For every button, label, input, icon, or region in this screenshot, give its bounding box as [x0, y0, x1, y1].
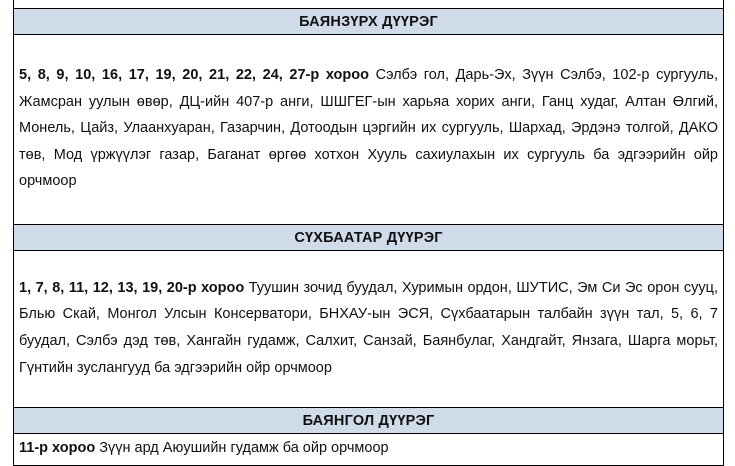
district-header-row: [14, 225, 724, 251]
district-body: [14, 35, 724, 225]
place-list: Зүүн ард Аюушийн гудамж ба ойр орчмоор: [95, 440, 389, 456]
district-body-row: [14, 35, 724, 225]
district-header-row: [14, 9, 724, 35]
table-top-row: [14, 0, 724, 9]
district-body: [14, 251, 724, 408]
table-top-cell: [14, 0, 724, 9]
place-list: Туушин зочид буудал, Хуримын ордон, ШУТИС, Эм Си Эс орон сууц, Блью Скай, Монгол Улсын Консерватори, БНХАУ-ын ЭСЯ, Сүхбаатарын талбайн зүүн тал, 5, 6, 7 буудал, Сэлбэ дэд төв, Хангайн гудамж, Салхит, Санзай, Баянбулаг, Хандгайт, Янзага, Шарга морьт, Гүнтийн зуслангууд ба эдгээрийн ойр орчмоор: [19, 279, 719, 376]
district-header-row: [14, 408, 724, 434]
district-header: БАЯНГОЛ ДҮҮРЭГ: [14, 408, 724, 434]
khoroo-list: 11-р хороо: [19, 440, 96, 456]
district-body: [14, 434, 724, 466]
district-header: БАЯНЗҮРХ ДҮҮРЭГ: [14, 9, 724, 35]
district-header: СҮХБААТАР ДҮҮРЭГ: [14, 225, 724, 251]
district-body-row: [14, 434, 724, 466]
khoroo-list: 5, 8, 9, 10, 16, 17, 19, 20, 21, 22, 24, 27-р хороо: [19, 67, 369, 84]
district-table: [13, 0, 724, 466]
district-body-row: [14, 251, 724, 408]
khoroo-list: 1, 7, 8, 11, 12, 13, 19, 20-р хороо: [19, 279, 245, 296]
place-list: Сэлбэ гол, Дарь-Эх, Зүүн Сэлбэ, 102-р сургууль, Жамсран уулын өвөр, ДЦ-ийн 407-р анги, ШШГЕГ-ын харьяа хорих анги, Ганц худаг, Алтан Өлгий, Монель, Цайз, Улаанхуаран, Газарчин, Дотоодын цэргийн их сургууль, Шархад, Эрдэнэ толгой, ДАКО төв, Мод үржүүлэг газар, Баганат өргөө хотхон Хууль сахиулахын их сургууль ба эдгээрийн ойр орчмоор: [19, 67, 718, 190]
